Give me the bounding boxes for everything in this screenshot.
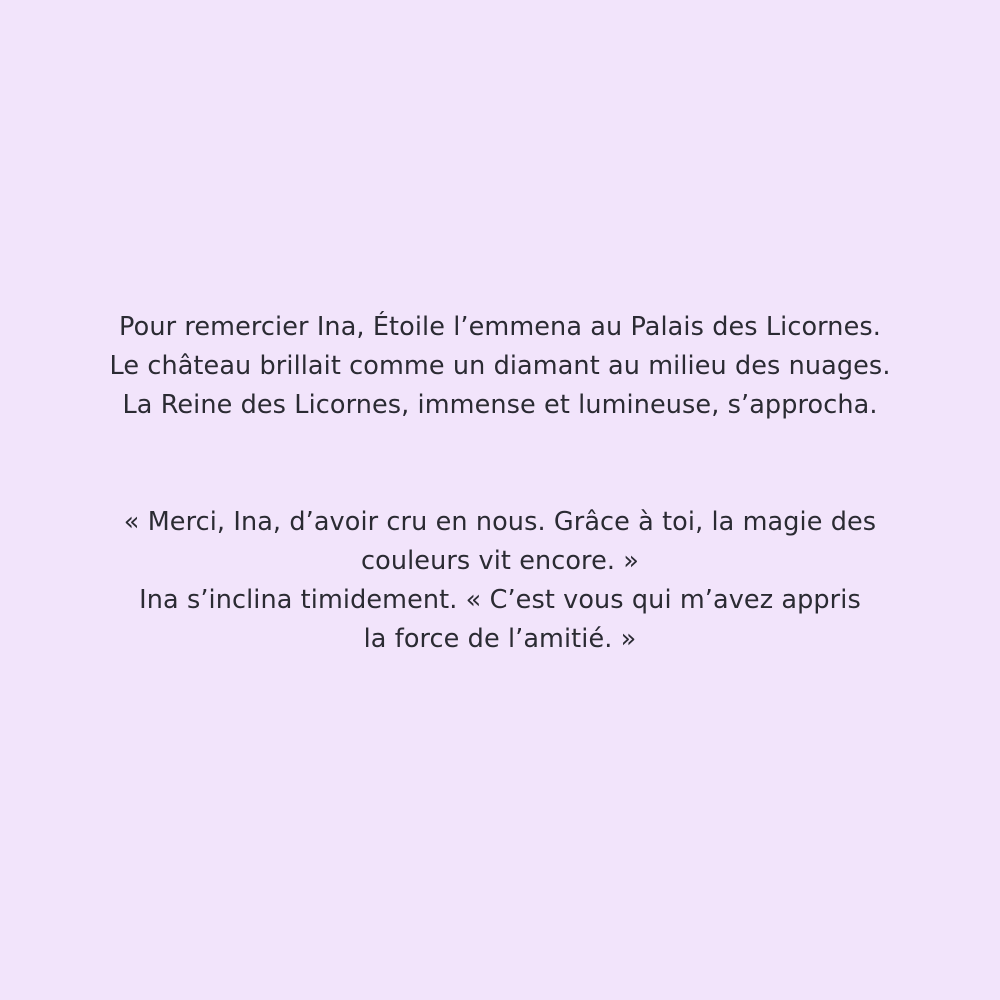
dialogue-line-4: la force de l’amitié. »	[363, 624, 637, 654]
dialogue-line-3: Ina s’inclina timidement. « C’est vous qui m’avez appris	[139, 585, 861, 615]
dialogue-paragraph	[0, 503, 1000, 659]
dialogue-line-2: couleurs vit encore. »	[361, 546, 639, 576]
narration-paragraph	[0, 308, 1000, 425]
dialogue-line-1: « Merci, Ina, d’avoir cru en nous. Grâce à toi, la magie des	[123, 507, 877, 537]
narration-line-2: Le château brillait comme un diamant au milieu des nuages.	[109, 351, 891, 381]
narration-line-1: Pour remercier Ina, Étoile l’emmena au Palais des Licornes.	[119, 312, 881, 342]
narration-line-3: La Reine des Licornes, immense et lumineuse, s’approcha.	[122, 390, 878, 420]
